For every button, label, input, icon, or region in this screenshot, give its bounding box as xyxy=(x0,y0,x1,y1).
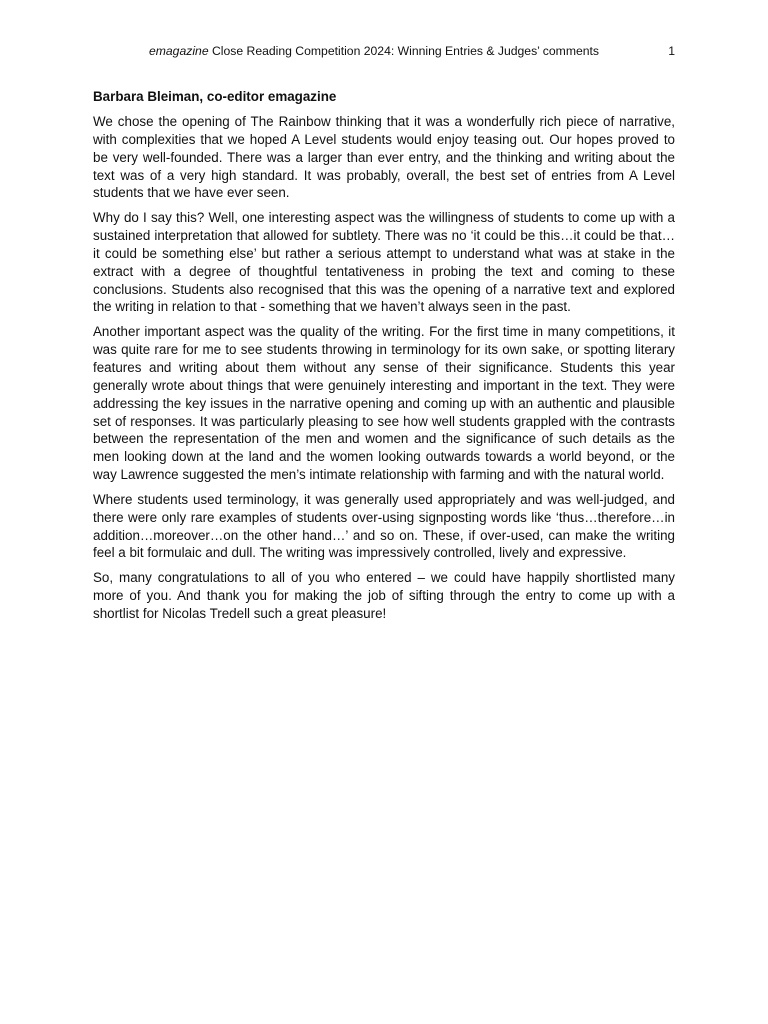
running-title-magazine: emagazine xyxy=(148,44,209,58)
running-header xyxy=(93,42,675,60)
page-number: 1 xyxy=(668,44,675,58)
paragraph-5: So, many congratulations to all of you who entered – we could have happily shortlisted many more of you. And thank you for making the job of sifting through the entry to come up with a shortlist for Nicolas Tredell such a great pleasure! xyxy=(93,570,675,621)
paragraph-2: Why do I say this? Well, one interesting aspect was the willingness of students to come up with a sustained interpretation that allowed for subtlety. There was no ‘it could be this…it could be that…it could be something else’ but rather a serious attempt to understand what was at stake in the extract with a degree of thoughtful tentativeness in probing the text and coming to these conclusions. Students also recognised that this was the opening of a narrative text and explored the writing in relation to that - something that we haven’t always seen in the past. xyxy=(93,210,675,315)
document-body xyxy=(93,88,675,630)
paragraph-1: We chose the opening of The Rainbow thinking that it was a wonderfully rich piece of narrative, with complexities that we hoped A Level students would enjoy teasing out. Our hopes proved to be very well-founded. There was a larger than ever entry, and the thinking and writing about the text was of a very high standard. It was probably, overall, the best set of entries from A Level students that we have ever seen. xyxy=(93,114,675,201)
running-title xyxy=(93,42,675,60)
paragraph-3: Another important aspect was the quality of the writing. For the first time in many competitions, it was quite rare for me to see students throwing in terminology for its own sake, or spotting literary features and writing about them without any sense of their significance. Students this year generally wrote about things that were genuinely interesting and important in the text. They were addressing the key issues in the narrative opening and coming up with an authentic and plausible set of responses. It was particularly pleasing to see how well students grappled with the contrasts between the representation of the men and women and the significance of such details as the men looking down at the land and the women looking outwards towards a world beyond, or the way Lawrence suggested the men’s intimate relationship with farming and with the natural world. xyxy=(93,324,675,483)
author-heading: Barbara Bleiman, co-editor emagazine xyxy=(93,89,337,104)
running-title-text: Close Reading Competition 2024: Winning Entries & Judges’ comments xyxy=(208,44,600,58)
paragraph-4: Where students used terminology, it was generally used appropriately and was well-judged, and there were only rare examples of students over-using signposting words like ‘thus…therefore…in addition…moreover…on the other hand…’ and so on. These, if over-used, can make the writing feel a bit formulaic and dull. The writing was impressively controlled, lively and expressive. xyxy=(93,491,675,561)
